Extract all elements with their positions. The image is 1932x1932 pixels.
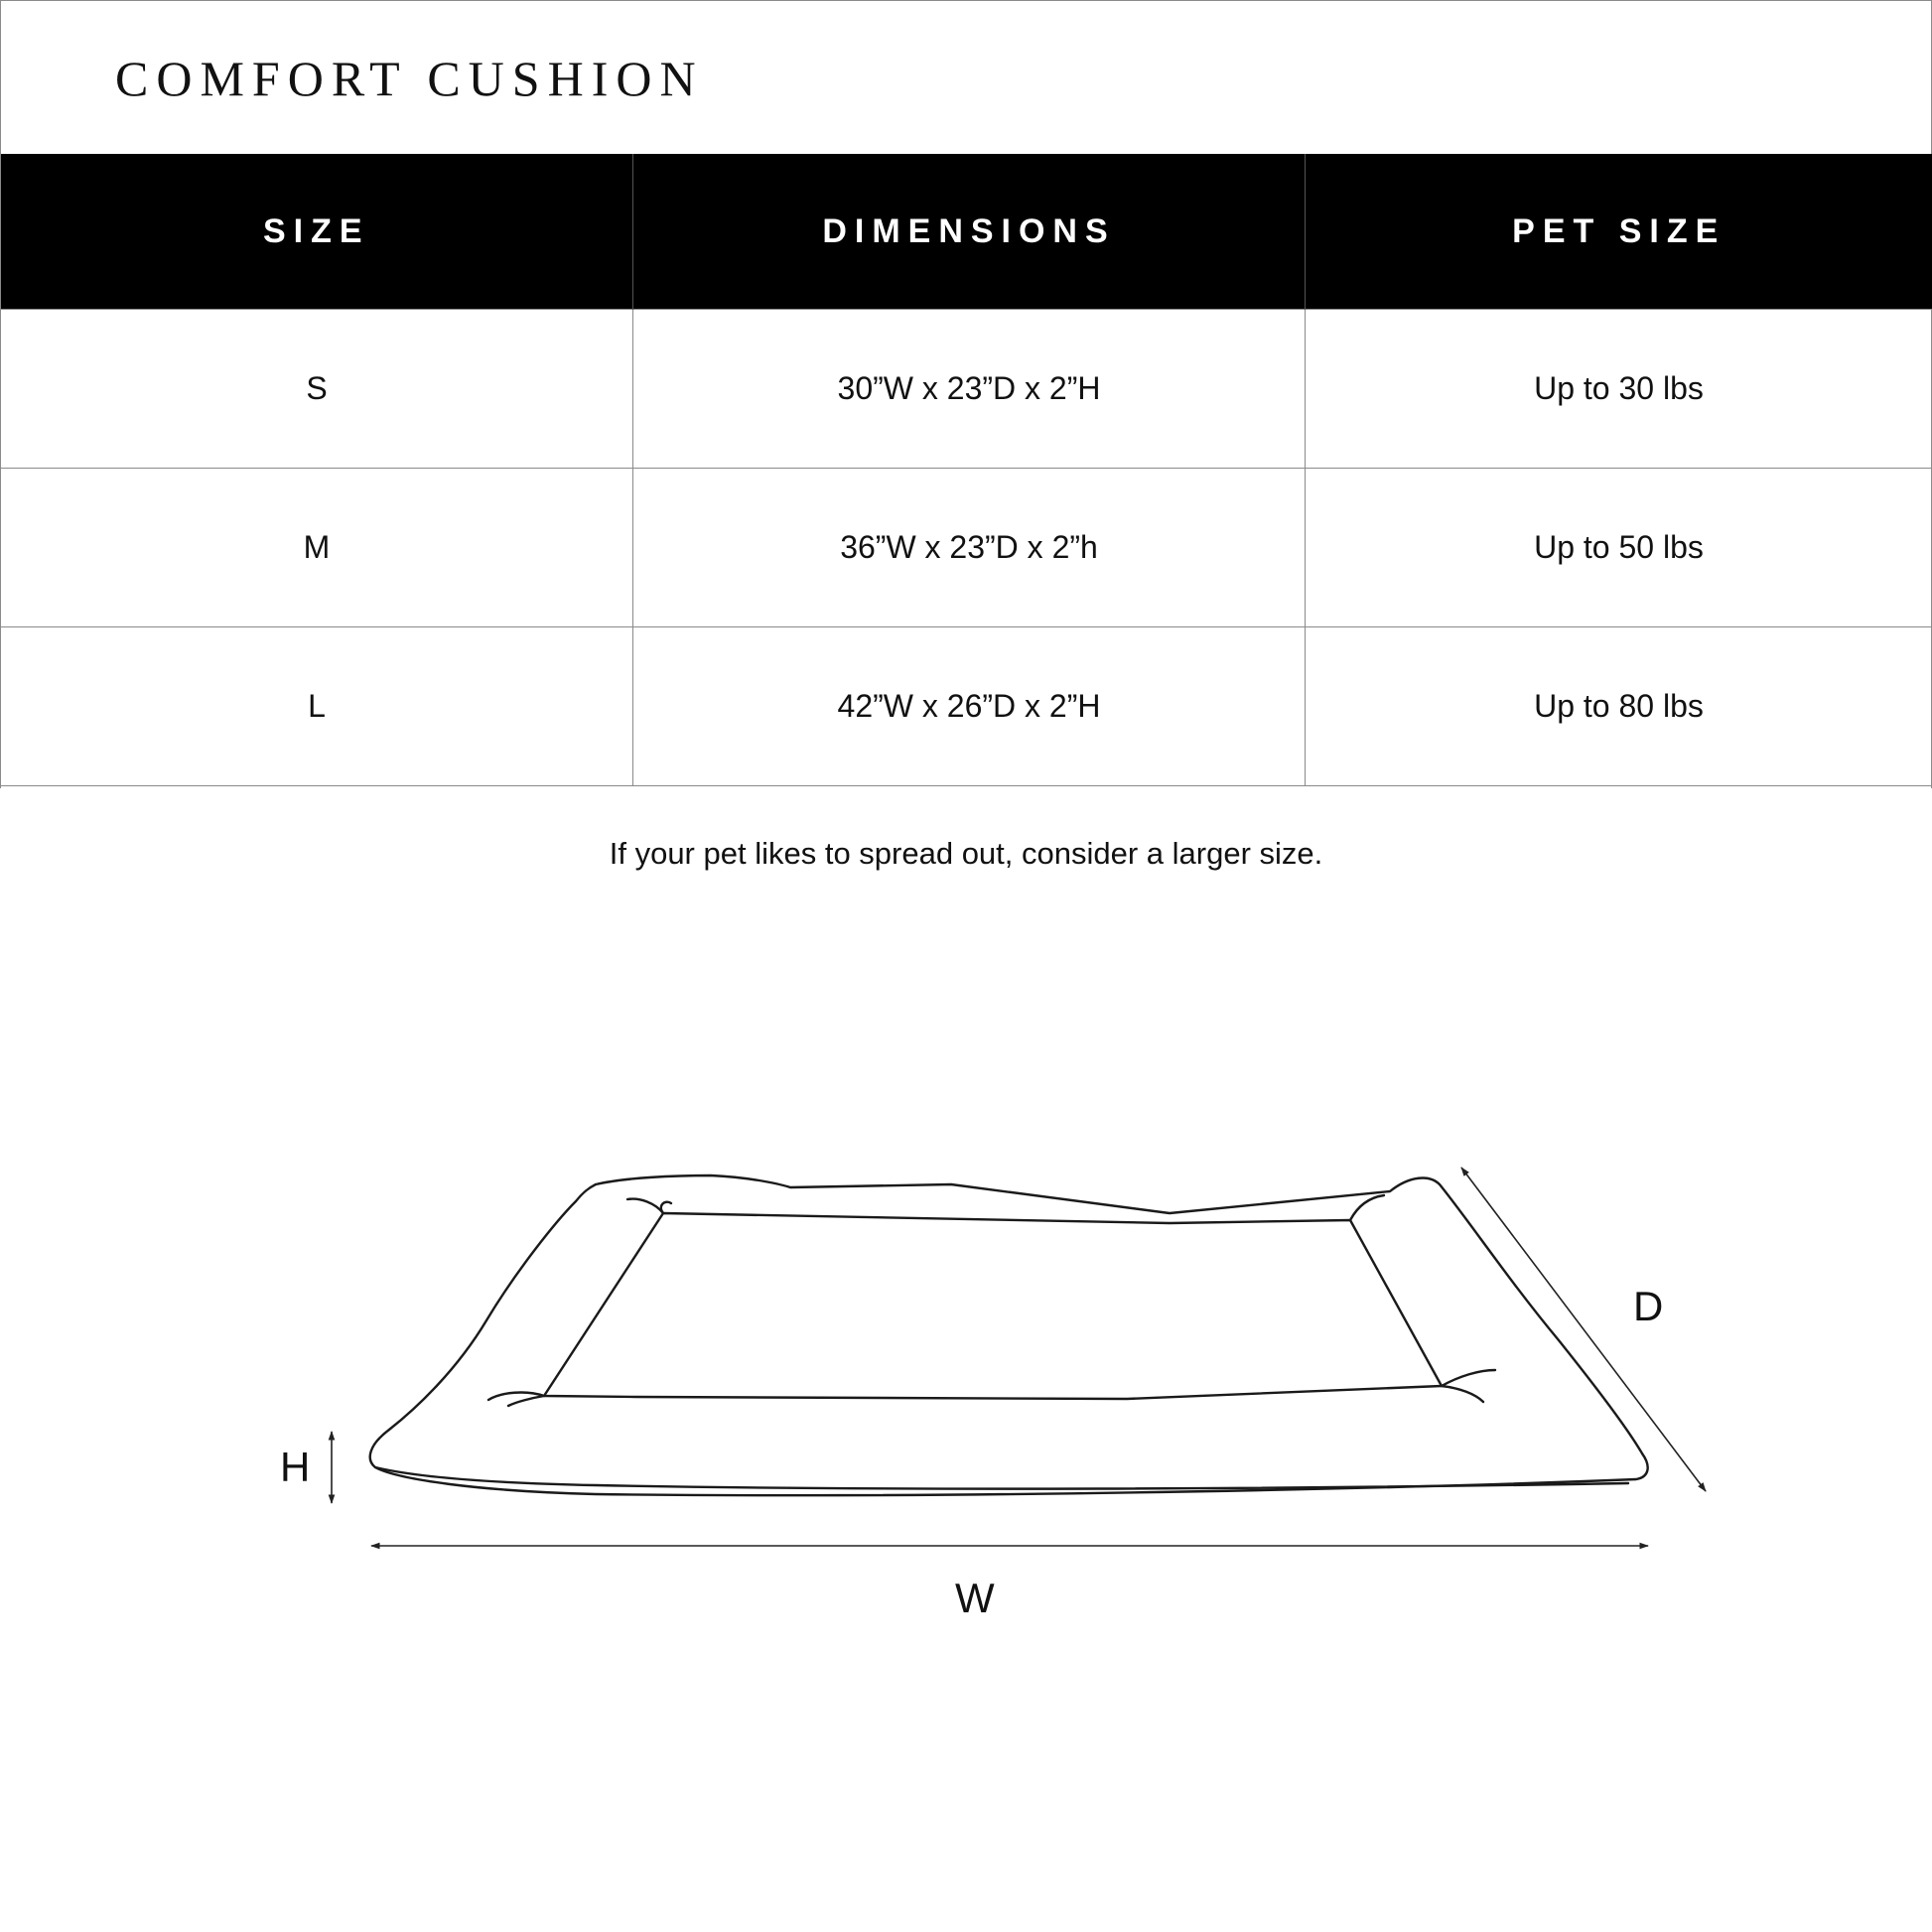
depth-label: D: [1633, 1283, 1664, 1329]
size-cell: S: [1, 310, 633, 469]
width-label: W: [955, 1575, 995, 1621]
size-cell: M: [1, 469, 633, 627]
height-label: H: [280, 1444, 311, 1490]
dimensions-cell: 42”W x 26”D x 2”H: [633, 627, 1306, 786]
dimensions-cell: 30”W x 23”D x 2”H: [633, 310, 1306, 469]
header-pet-size: PET SIZE: [1306, 154, 1932, 310]
size-cell: L: [1, 627, 633, 786]
pet-size-cell: Up to 30 lbs: [1306, 310, 1932, 469]
header-dimensions: DIMENSIONS: [633, 154, 1306, 310]
pet-size-cell: Up to 80 lbs: [1306, 627, 1932, 786]
header-size: SIZE: [1, 154, 633, 310]
pet-size-cell: Up to 50 lbs: [1306, 469, 1932, 627]
product-title: COMFORT CUSHION: [115, 51, 704, 106]
cushion-outline-icon: [370, 1175, 1648, 1495]
sizing-note: If your pet likes to spread out, consider a larger size.: [609, 836, 1323, 871]
depth-dimension-line: [1461, 1168, 1706, 1491]
dimensions-cell: 36”W x 23”D x 2”h: [633, 469, 1306, 627]
